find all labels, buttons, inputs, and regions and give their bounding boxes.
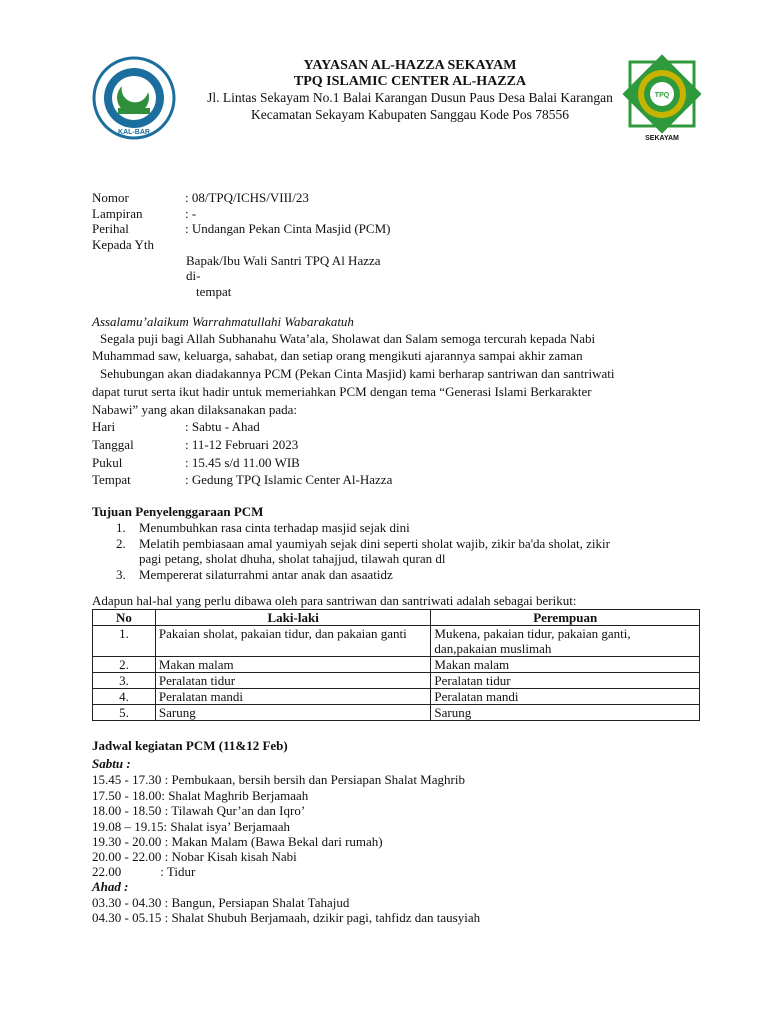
logo-right-center: TPQ: [654, 92, 670, 99]
event-time-label: Pukul: [92, 455, 123, 470]
meta-nomor-value: : 08/TPQ/ICHS/VIII/23: [185, 190, 309, 205]
table-cell-female: Mukena, pakaian tidur, pakaian ganti, dan,pakaian muslimah: [431, 626, 700, 657]
schedule-day-2: Ahad :: [92, 879, 129, 894]
goal-1-text: Menumbuhkan rasa cinta terhadap masjid sejak dini: [139, 520, 410, 535]
table-header-no: No: [93, 610, 156, 626]
table-row: [93, 705, 700, 721]
logo-left-caption: KAL-BAR: [118, 129, 150, 136]
table-cell-no: 2.: [93, 657, 156, 673]
recipient-name: Bapak/Ibu Wali Santri TPQ Al Hazza: [186, 253, 381, 268]
meta-kepada-label: Kepada Yth: [92, 237, 154, 252]
table-cell-female: Makan malam: [431, 657, 700, 673]
event-place-value: : Gedung TPQ Islamic Center Al-Hazza: [185, 472, 393, 487]
table-header-female: Perempuan: [431, 610, 700, 626]
table-header-row: [93, 610, 700, 626]
items-intro: Adapun hal-hal yang perlu dibawa oleh para santriwan dan santriwati adalah sebagai berikut:: [92, 593, 577, 608]
meta-perihal-value: : Undangan Pekan Cinta Masjid (PCM): [185, 221, 391, 236]
goal-2-text-cont: pagi petang, sholat dhuha, sholat tahajjud, tilawah quran dl: [139, 551, 446, 566]
table-cell-no: 5.: [93, 705, 156, 721]
table-row: [93, 689, 700, 705]
event-date-value: : 11-12 Februari 2023: [185, 437, 299, 452]
meta-nomor-label: Nomor: [92, 190, 129, 205]
table-cell-male: Peralatan tidur: [155, 673, 431, 689]
goal-2-number: 2.: [116, 536, 126, 551]
event-day-label: Hari: [92, 419, 116, 434]
paragraph-2-line-2: dapat turut serta ikut hadir untuk memeriahkan PCM dengan tema “Generasi Islami Berkarakter: [92, 384, 592, 399]
schedule-item: 17.50 - 18.00: Shalat Maghrib Berjamaah: [92, 788, 309, 803]
header-address-line1: Jl. Lintas Sekayam No.1 Balai Karangan Dusun Paus Desa Balai Karangan: [207, 90, 613, 105]
schedule-title: Jadwal kegiatan PCM (11&12 Feb): [92, 738, 288, 753]
table-row: [93, 673, 700, 689]
schedule-day-1: Sabtu :: [92, 756, 131, 771]
goal-3-text: Mempererat silaturrahmi antar anak dan asaatidz: [139, 567, 393, 582]
yayasan-logo: [92, 56, 176, 140]
goal-3-number: 3.: [116, 567, 126, 582]
table-cell-no: 4.: [93, 689, 156, 705]
schedule-item: 20.00 - 22.00 : Nobar Kisah kisah Nabi: [92, 849, 297, 864]
schedule-item: 15.45 - 17.30 : Pembukaan, bersih bersih dan Persiapan Shalat Maghrib: [92, 772, 465, 787]
paragraph-2-line-3: Nabawi” yang akan dilaksanakan pada:: [92, 402, 298, 417]
event-time-value: : 15.45 s/d 11.00 WIB: [185, 455, 300, 470]
table-cell-male: Makan malam: [155, 657, 431, 673]
goals-title: Tujuan Penyelenggaraan PCM: [92, 504, 264, 519]
meta-lampiran-label: Lampiran: [92, 206, 143, 221]
schedule-item: 19.30 - 20.00 : Makan Malam (Bawa Bekal dari rumah): [92, 834, 383, 849]
table-cell-male: Peralatan mandi: [155, 689, 431, 705]
meta-perihal-label: Perihal: [92, 221, 129, 236]
schedule-item: 19.08 – 19.15: Shalat isya’ Berjamaah: [92, 819, 290, 834]
event-date-label: Tanggal: [92, 437, 134, 452]
paragraph-2-line-1: Sehubungan akan diadakannya PCM (Pekan Cinta Masjid) kami berharap santriwan dan santriwati: [100, 366, 615, 381]
goal-1-number: 1.: [116, 520, 126, 535]
schedule-item: 04.30 - 05.15 : Shalat Shubuh Berjamaah, dzikir pagi, tahfidz dan tausyiah: [92, 910, 481, 925]
event-day-value: : Sabtu - Ahad: [185, 419, 260, 434]
logo-right-caption: SEKAYAM: [645, 135, 679, 142]
table-cell-male: Sarung: [155, 705, 431, 721]
event-place-label: Tempat: [92, 472, 131, 487]
header-foundation-name: YAYASAN AL-HAZZA SEKAYAM: [303, 58, 517, 73]
table-row: [93, 626, 700, 657]
table-cell-female: Sarung: [431, 705, 700, 721]
schedule-item: 22.00 : Tidur: [92, 864, 196, 879]
header-tpq-name: TPQ ISLAMIC CENTER AL-HAZZA: [293, 74, 527, 89]
greeting: Assalamu’alaikum Warrahmatullahi Wabarakatuh: [92, 314, 354, 329]
paragraph-1-line-2: Muhammad saw, keluarga, sahabat, dan setiap orang mengikuti ajarannya sampai akhir zaman: [92, 348, 583, 363]
meta-lampiran-value: : -: [185, 206, 197, 221]
table-cell-male: Pakaian sholat, pakaian tidur, dan pakaian ganti: [155, 626, 431, 657]
table-cell-no: 1.: [93, 626, 156, 657]
goal-2-text: Melatih pembiasaan amal yaumiyah sejak dini seperti sholat wajib, zikir ba'da sholat, zikir: [139, 536, 610, 551]
table-cell-female: Peralatan mandi: [431, 689, 700, 705]
schedule-item: 18.00 - 18.50 : Tilawah Qur’an dan Iqro’: [92, 803, 306, 818]
items-table: [92, 609, 700, 721]
schedule-item: 03.30 - 04.30 : Bangun, Persiapan Shalat Tahajud: [92, 895, 350, 910]
header-address-line2: Kecamatan Sekayam Kabupaten Sanggau Kode Pos 78556: [251, 107, 569, 122]
table-header-male: Laki-laki: [155, 610, 431, 626]
table-cell-no: 3.: [93, 673, 156, 689]
recipient-place: tempat: [196, 284, 232, 299]
table-cell-female: Peralatan tidur: [431, 673, 700, 689]
paragraph-1-line-1: Segala puji bagi Allah Subhanahu Wata’ala, Sholawat dan Salam semoga tercurah kepada Nabi: [100, 331, 596, 346]
table-row: [93, 657, 700, 673]
recipient-di: di-: [186, 268, 201, 283]
